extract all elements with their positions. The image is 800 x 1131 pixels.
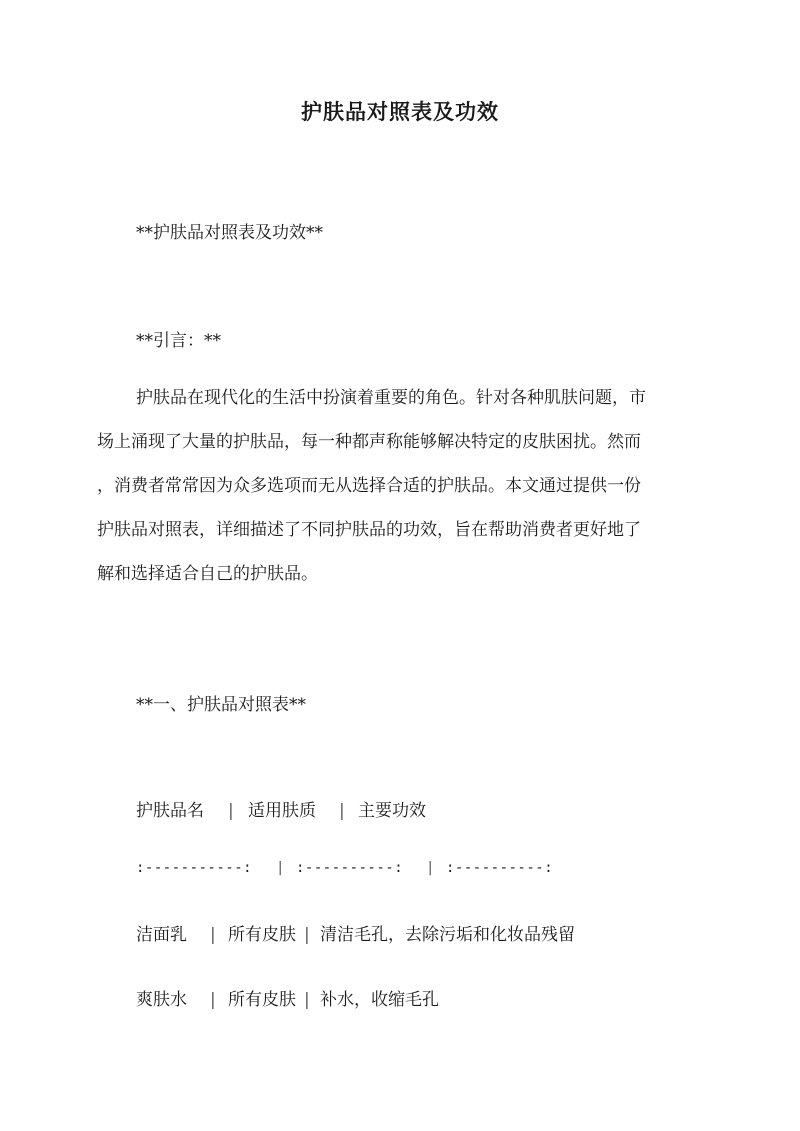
table-separator: | [210,925,216,945]
table-align-row [136,860,553,876]
page-title: 护肤品对照表及功效 [301,99,499,124]
intro-paragraph [97,376,700,596]
main-heading: **护肤品对照表及功效** [136,223,323,243]
table-separator: | [228,801,234,821]
table-separator: | [276,860,285,876]
intro-line: 场上涌现了大量的护肤品，每一种都声称能够解决特定的皮肤困扰。然而 [97,432,641,452]
table-cell: 所有皮肤 [228,990,296,1010]
section1-heading: **一、护肤品对照表** [136,695,306,715]
table-align-cell: :----------: [296,860,404,876]
table-header-row [136,796,426,821]
table-row [136,985,439,1010]
table-header-cell: 护肤品名 [136,801,204,821]
intro-line: 护肤品对照表，详细描述了不同护肤品的功效，旨在帮助消费者更好地了 [97,520,641,540]
table-header-cell: 主要功效 [358,801,426,821]
table-cell: 清洁毛孔，去除污垢和化妆品残留 [320,925,575,945]
table-cell: 所有皮肤 [228,925,296,945]
table-separator: | [304,925,310,945]
table-align-cell: :-----------: [136,860,253,876]
table-align-cell: :----------: [446,860,554,876]
table-row [136,920,575,945]
table-cell: 洁面乳 [136,925,187,945]
table-separator: | [210,990,216,1010]
table-separator: | [426,860,435,876]
table-separator: | [304,990,310,1010]
table-cell: 爽肤水 [136,990,187,1010]
intro-line: 解和选择适合自己的护肤品。 [97,564,318,584]
intro-heading: **引言：** [136,331,221,351]
table-cell: 补水，收缩毛孔 [320,990,439,1010]
intro-line: ，消费者常常因为众多选项而无从选择合适的护肤品。本文通过提供一份 [97,476,641,496]
table-separator: | [339,801,345,821]
table-header-cell: 适用肤质 [248,801,316,821]
intro-line: 护肤品在现代化的生活中扮演着重要的角色。针对各种肌肤问题，市 [136,388,646,408]
